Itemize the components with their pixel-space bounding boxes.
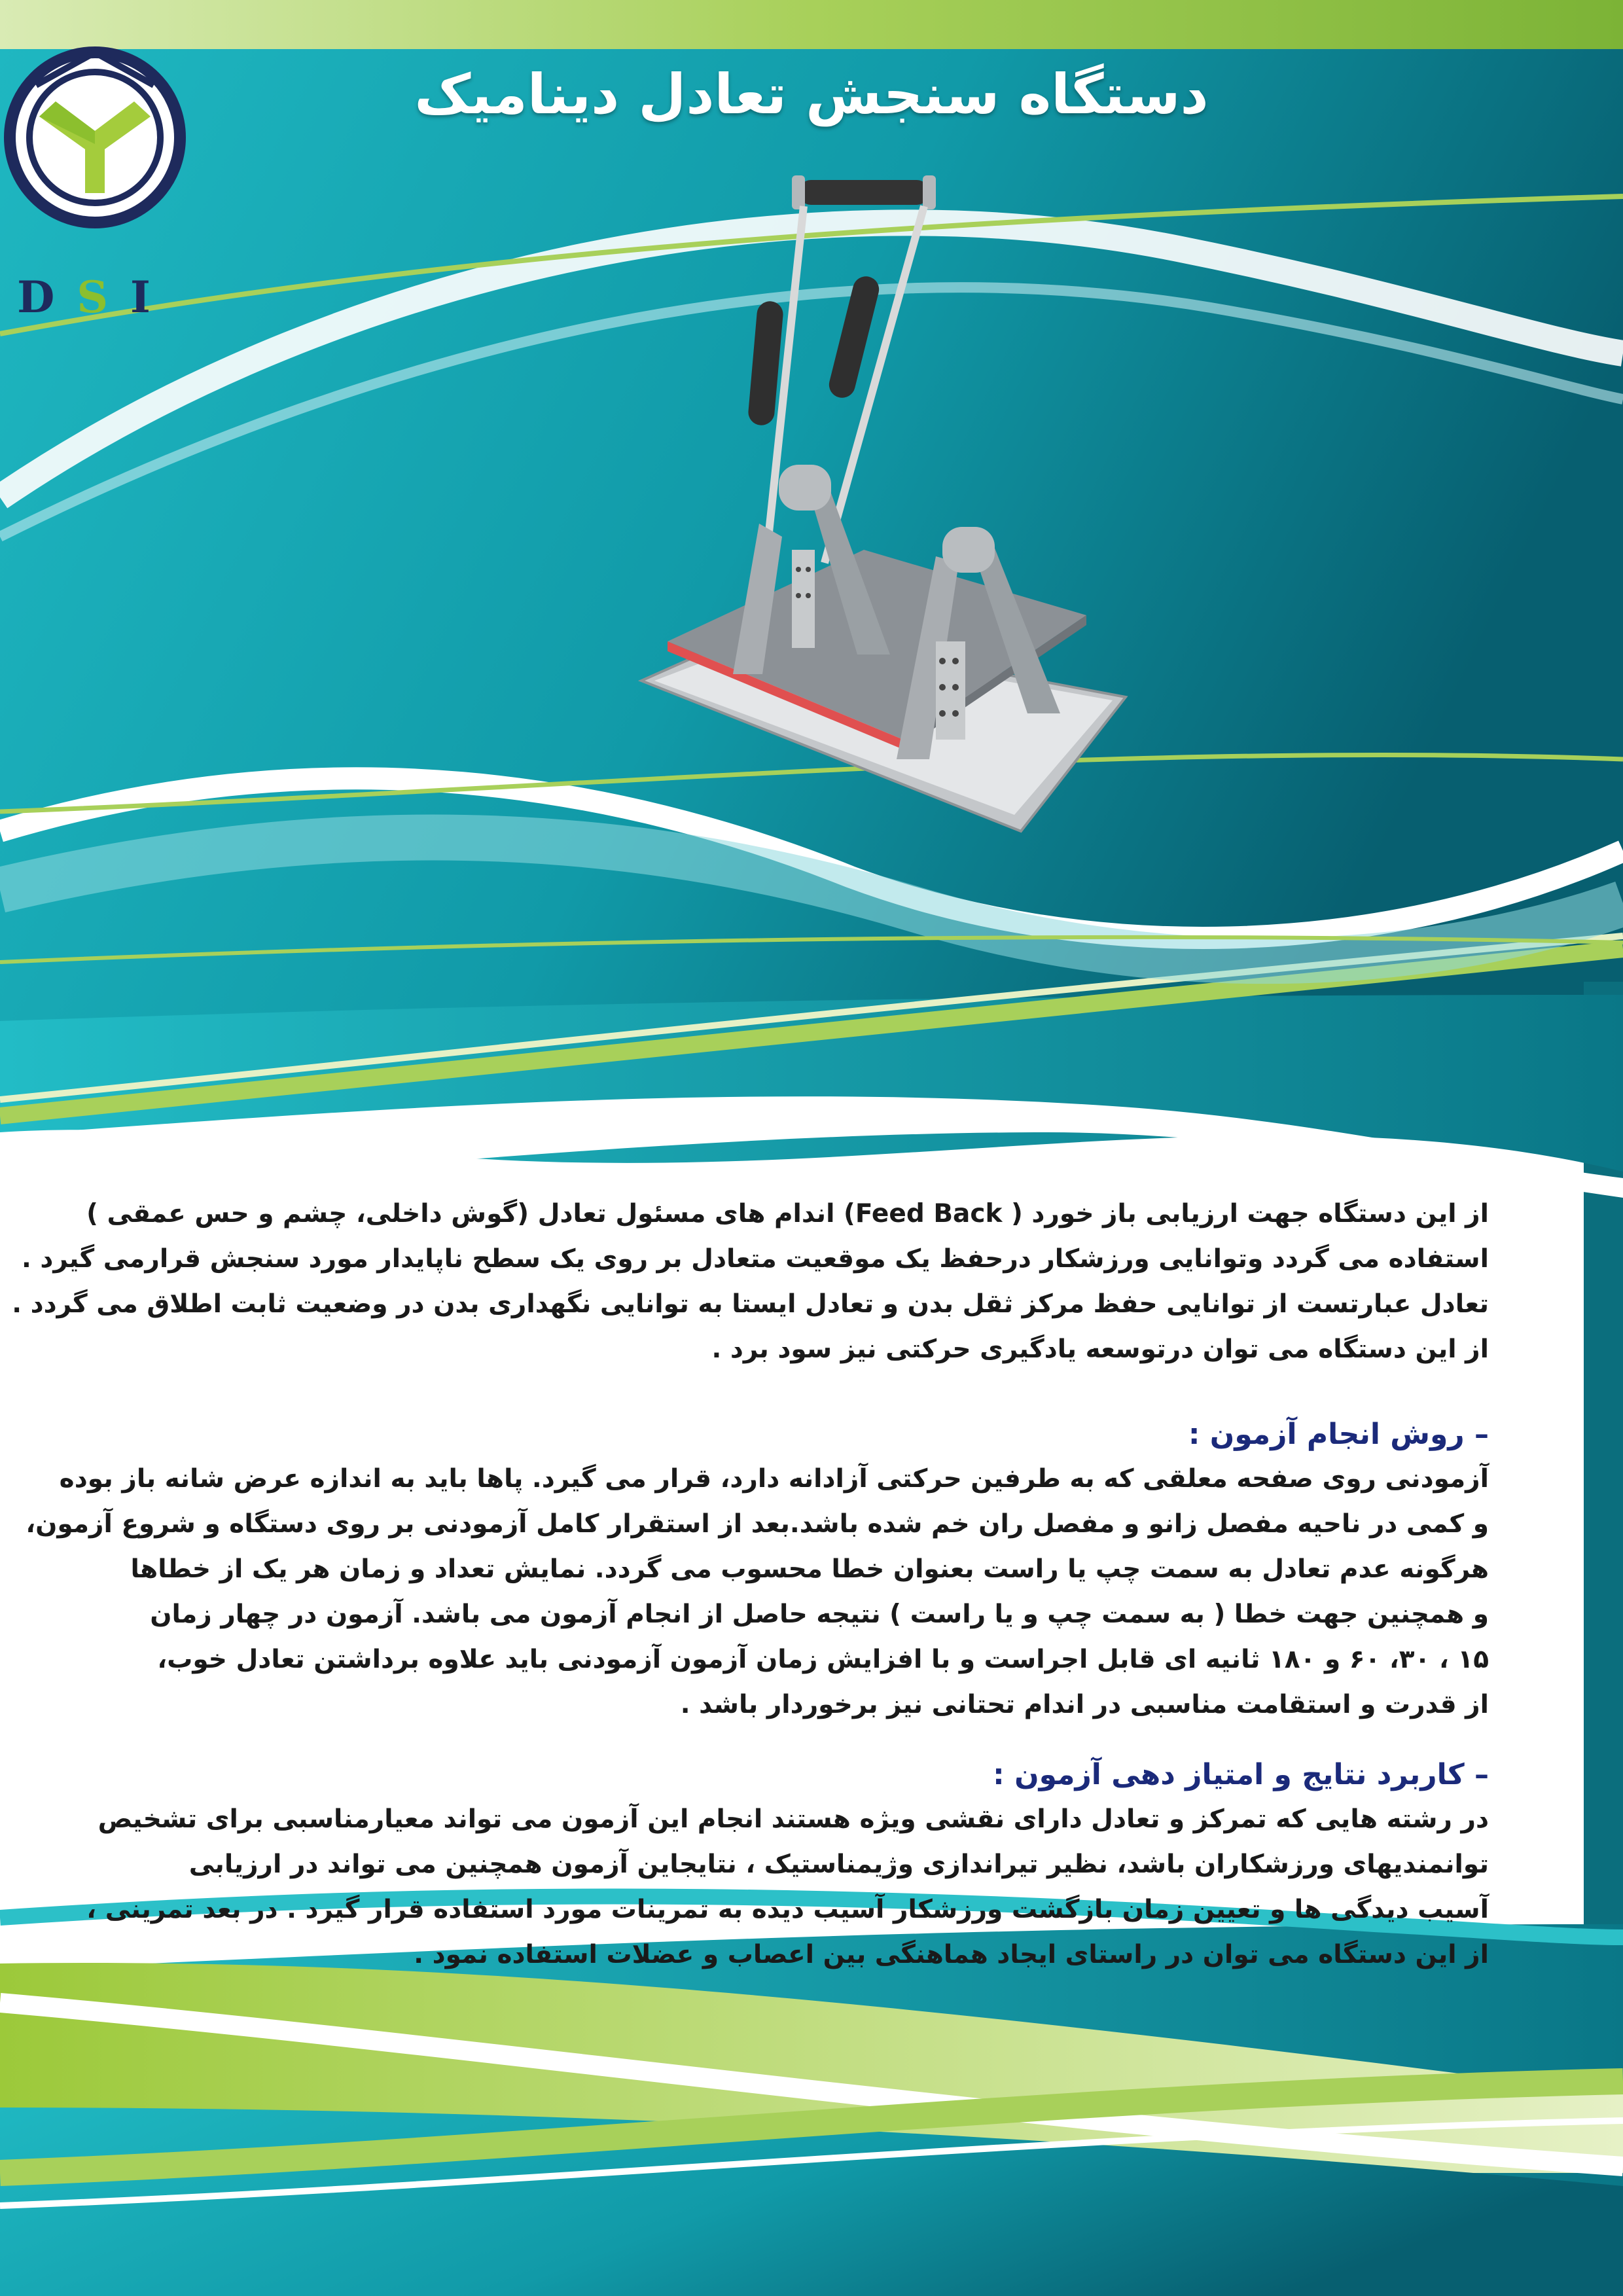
- intro-line: از این دستگاه جهت ارزیابی باز خورد ( Feed Back) اندام های مسئول تعادل (گوش داخلی، چشم و حس عمقی ): [86, 1199, 1489, 1229]
- intro-line: تعادل عبارتست از توانایی حفظ مرکز ثقل بدن و تعادل ایستا به توانایی نگهداری بدن در وضعیت ثابت اطلاق می گردد .: [12, 1289, 1489, 1319]
- results-heading: – کاربرد نتایج و امتیاز دهی آزمون :: [993, 1758, 1489, 1791]
- intro-line: از این دستگاه می توان درتوسعه یادگیری حرکتی نیز سود برد .: [711, 1335, 1489, 1364]
- results-line: آسیب دیدگی ها و تعیین زمان بازگشت ورزشکار آسیب دیده به تمرینات مورد استفاده قرار گیرد . در بعد تمرینی ،: [86, 1895, 1489, 1924]
- logo-text: DSI: [17, 272, 173, 323]
- method-line: آزمودنی روی صفحه معلقی که به طرفین حرکتی آزادانه دارد، قرار می گیرد. پاها باید به اندازه عرض شانه باز بوده: [59, 1464, 1489, 1494]
- method-line: و کمی در ناحیه مفصل زانو و مفصل ران خم شده باشد.بعد از استقرار کامل آزمودنی بر روی دستگاه و شروع آزمون،: [26, 1509, 1489, 1539]
- method-line: ۱۵ ، ۳۰، ۶۰ و ۱۸۰ ثانیه ای قابل اجراست و با افزایش زمان آزمون آزمودنی باید علاوه برداشتن تعادل خوب،: [157, 1645, 1489, 1674]
- method-paragraph: [26, 1456, 1489, 1727]
- method-line: و همچنین جهت خطا ( به سمت چپ و یا راست ) نتیجه حاصل از انجام آزمون می باشد. آزمون در چهار زمان: [150, 1600, 1489, 1629]
- method-line: هرگونه عدم تعادل به سمت چپ یا راست بعنوان خطا محسوب می گردد. نمایش تعداد و زمان هر یک از خطاها: [130, 1554, 1489, 1584]
- results-line: در رشته هایی که تمرکز و تعادل دارای نقشی ویژه هستند انجام این آزمون می تواند معیارمناسبی برای تشخیص: [98, 1804, 1489, 1834]
- results-paragraph: [79, 1797, 1489, 1977]
- method-line: از قدرت و استقامت مناسبی در اندام تحتانی نیز برخوردار باشد .: [680, 1690, 1489, 1719]
- intro-paragraph: [12, 1191, 1489, 1372]
- balance-device-illustration: [628, 170, 1139, 844]
- results-line: از این دستگاه می توان در راستای ایجاد هماهنگی بین اعصاب و عضلات استفاده نمود .: [414, 1940, 1489, 1969]
- page-title: دستگاه سنجش تعادل دینامیک: [414, 62, 1209, 126]
- intro-line: استفاده می گردد وتوانایی ورزشکار درحفظ یک موقعیت متعادل بر روی یک سطح ناپایدار مورد سنجش قرارمی گیرد .: [21, 1244, 1489, 1274]
- method-heading: – روش انجام آزمون :: [1188, 1418, 1489, 1451]
- results-line: توانمندیهای ورزشکاران باشد، نظیر تیراندازی وژیمناستیک ، نتایجاین آزمون همچنین می تواند در ارزیابی: [188, 1850, 1489, 1879]
